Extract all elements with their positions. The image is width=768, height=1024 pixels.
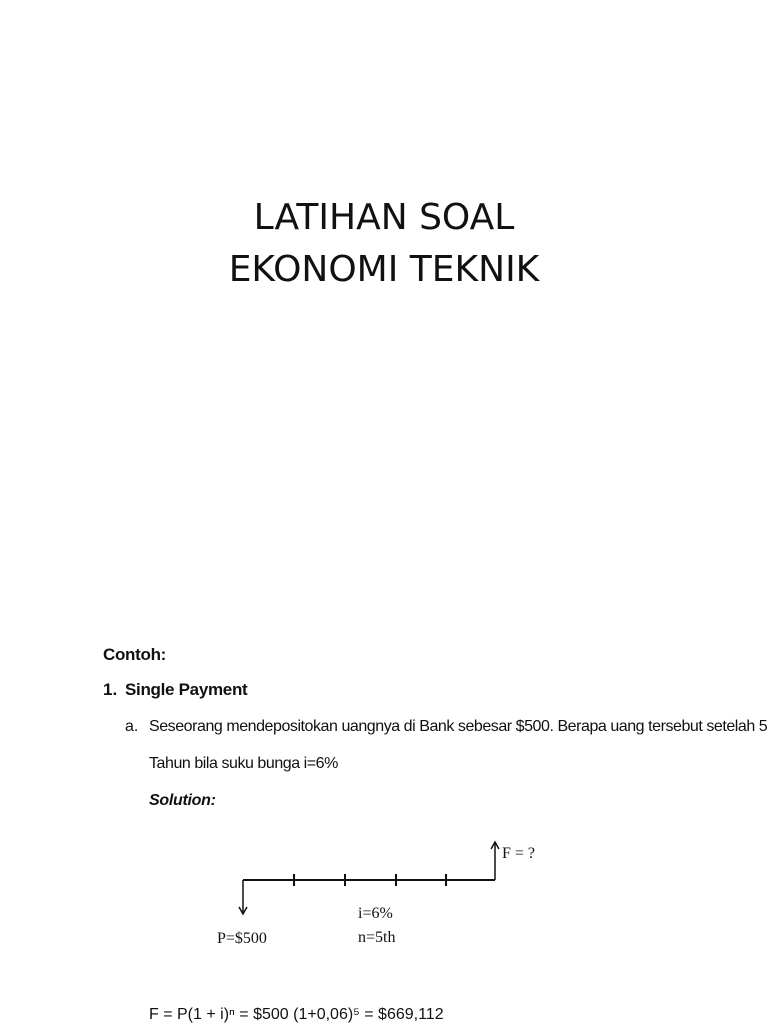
present-label: P=$500	[217, 930, 267, 947]
formula: F = P(1 + i)ⁿ = $500 (1+0,06)⁵ = $669,112	[149, 1006, 444, 1023]
solution-label: Solution:	[149, 792, 216, 809]
question-letter: a.	[125, 718, 139, 735]
interest-label: i=6%	[358, 905, 393, 922]
section-title: Single Payment	[125, 680, 248, 699]
example-heading: Contoh:	[103, 645, 167, 664]
future-label: F = ?	[502, 845, 536, 862]
periods-label: n=5th	[358, 929, 396, 946]
title-line-1: LATIHAN SOAL	[253, 197, 515, 238]
section-number: 1.	[103, 680, 118, 699]
question-text-line-2: Tahun bila suku bunga i=6%	[149, 755, 338, 772]
cash-flow-diagram	[200, 830, 560, 960]
question-text-line-1: Seseorang mendepositokan uangnya di Bank sebesar $500. Berapa uang tersebut setelah 5	[149, 718, 768, 735]
title-line-2: EKONOMI TEKNIK	[228, 249, 540, 290]
